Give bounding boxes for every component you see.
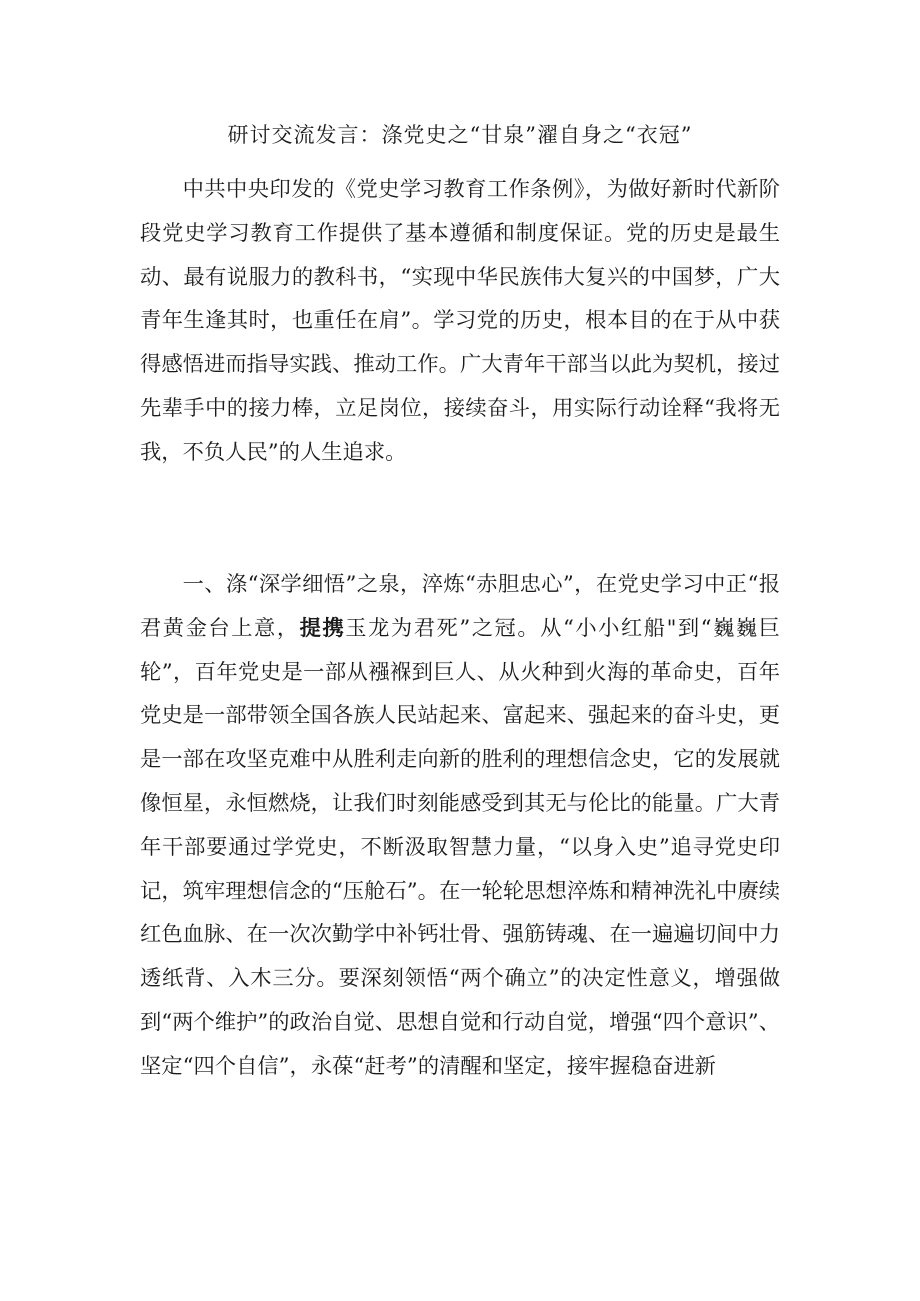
document-title: 研讨交流发言：涤党史之“甘泉”濯自身之“衣冠” bbox=[227, 123, 693, 147]
paragraph-section-one-text-b: 玉龙为君死”之冠。从“小小红船"到“巍巍巨轮”，百年党史是一部从襁褓到巨人、从火种到火海的革命史，百年党史是一部带领全国各族人民站起来、富起来、强起来的奋斗史，更是一部在攻坚克难中从胜利走向新的胜利的理想信念史，它的发展就像恒星，永恒燃烧，让我们时刻能感受到其无与伦比的能量。广大青年干部要通过学党史，不断汲取智慧力量，“以身入史”追寻党史印记，筑牢理想信念的“压舱石”。在一轮轮思想淬炼和精神洗礼中赓续红色血脉、在一次次勤学中补钙壮骨、强筋铸魂、在一遍遍切间中力透纸背、入木三分。要深刻领悟“两个确立”的决定性意义，增强做到“两个维护”的政治自觉、思想自觉和行动自觉，增强“四个意识”、坚定“四个自信”，永葆“赶考”的清醒和坚定，接牢握稳奋进新 bbox=[140, 615, 780, 1079]
paragraph-section-one bbox=[140, 563, 780, 1089]
paragraph-section-one-bold-text: 提携 bbox=[299, 615, 346, 641]
paragraph-section-one-text-a: 一、涤“深学细悟”之泉，淬炼“赤胆忠心”，在党史学习中正“报君黄金台上意， bbox=[140, 572, 780, 641]
paragraph-intro: 中共中央印发的《党史学习教育工作条例》，为做好新时代新阶段党史学习教育工作提供了基本遵循和制度保证。党的历史是最生动、最有说服力的教科书，“实现中华民族伟大复兴的中国梦，广大青年生逢其时，也重任在肩”。学习党的历史，根本目的在于从中获得感悟进而指导实践、推动工作。广大青年干部当以此为契机，接过先辈手中的接力棒，立足岗位，接续奋斗，用实际行动诠释“我将无我，不负人民”的人生追求。 bbox=[140, 177, 780, 465]
